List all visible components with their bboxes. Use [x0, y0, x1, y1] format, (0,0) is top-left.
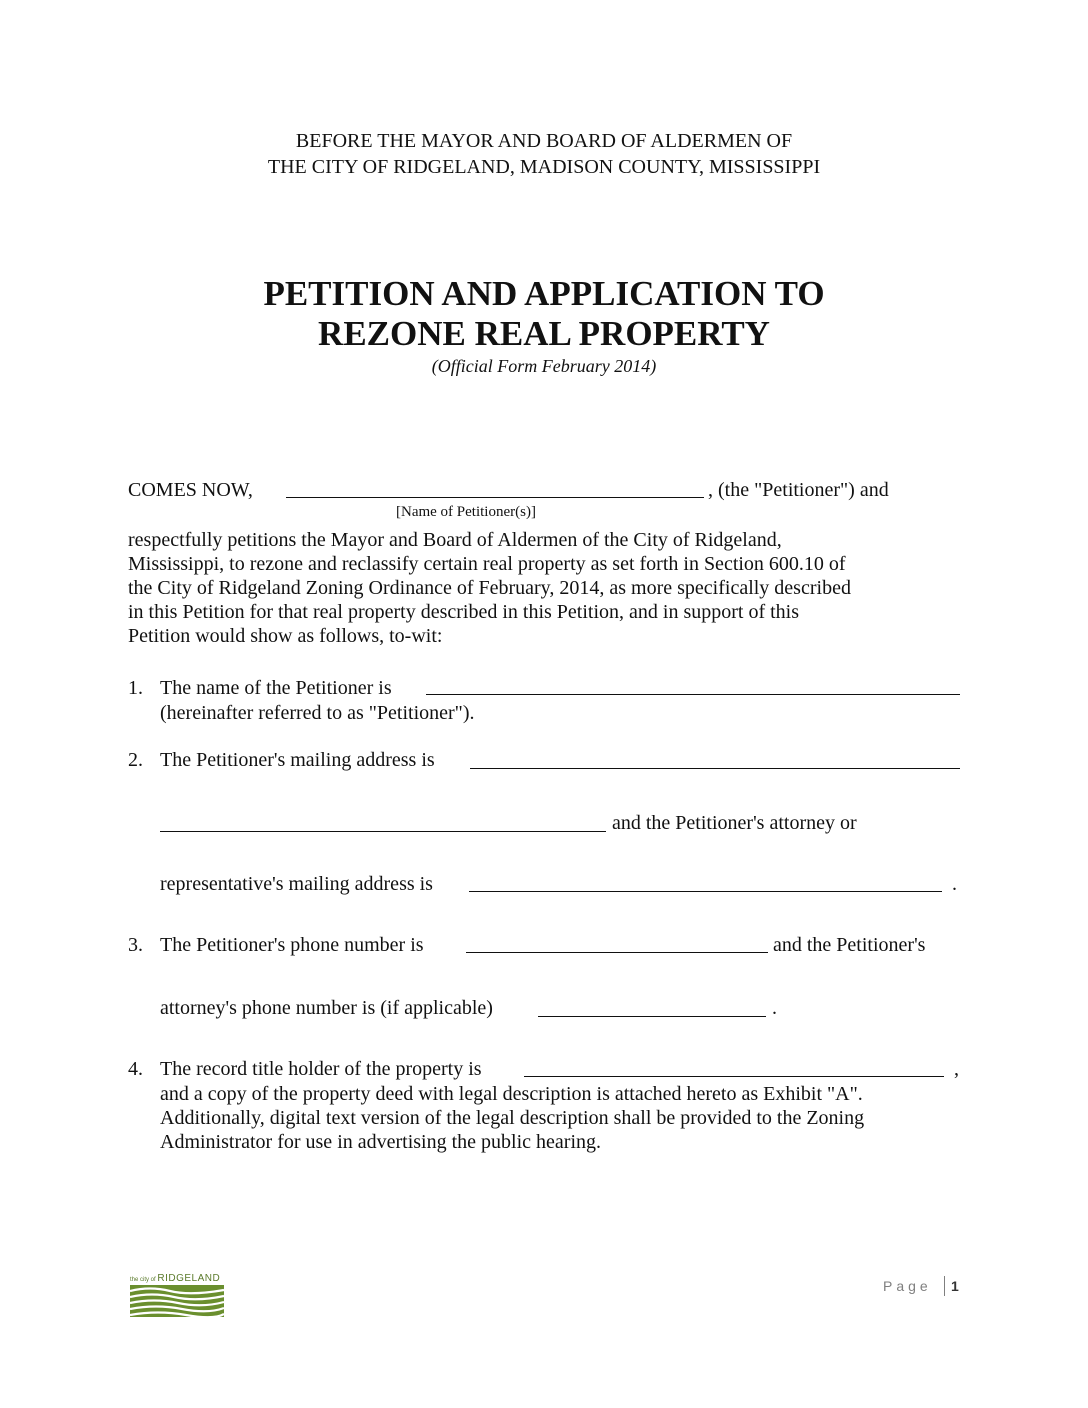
item-2-line3-text: representative's mailing address is	[160, 873, 433, 895]
item-1-text: The name of the Petitioner is	[160, 677, 392, 699]
item-4-line: Administrator for use in advertising the public hearing.	[160, 1131, 602, 1153]
item-3-line2-text: attorney's phone number is (if applicable)	[160, 997, 493, 1019]
item-1-number: 1.	[128, 677, 143, 699]
document-title-line2: REZONE REAL PROPERTY	[318, 314, 770, 353]
ridgeland-logo	[130, 1273, 226, 1319]
page-number: 1	[951, 1278, 959, 1294]
intro-line: in this Petition for that real property described in this Petition, and in support of this	[128, 601, 800, 623]
item-2-text: The Petitioner's mailing address is	[160, 749, 435, 771]
item-4-text: The record title holder of the property is	[160, 1058, 482, 1080]
logo-name-text: RIDGELAND	[157, 1273, 221, 1284]
intro-paragraph	[128, 528, 948, 648]
petitioner-name-blank[interactable]	[286, 497, 704, 498]
intro-line: the City of Ridgeland Zoning Ordinance of February, 2014, as more specifically described	[128, 577, 851, 599]
mailing-address-field-1[interactable]	[470, 768, 960, 769]
petitioner-suffix: , (the "Petitioner") and	[708, 479, 889, 501]
official-form-note: (Official Form February 2014)	[431, 356, 657, 376]
title-holder-field[interactable]	[524, 1076, 944, 1077]
page-separator	[944, 1276, 945, 1296]
item-3-text: The Petitioner's phone number is	[160, 934, 424, 956]
court-heading-line2: THE CITY OF RIDGELAND, MADISON COUNTY, MISSISSIPPI	[267, 156, 821, 178]
intro-line: respectfully petitions the Mayor and Board of Aldermen of the City of Ridgeland,	[128, 529, 782, 551]
intro-line: Mississippi, to rezone and reclassify certain real property as set forth in Section 600.10 of	[128, 553, 846, 575]
item-4-line: and a copy of the property deed with legal description is attached hereto as Exhibit "A".	[160, 1083, 863, 1105]
intro-line: Petition would show as follows, to-wit:	[128, 625, 443, 647]
page-label: Page	[883, 1278, 932, 1294]
mailing-address-field-2[interactable]	[160, 831, 606, 832]
logo-wordmark	[130, 1273, 220, 1284]
item-4-text-end: ,	[954, 1058, 959, 1080]
document-title-line1: PETITION AND APPLICATION TO	[263, 274, 825, 313]
item-2-line2-text: and the Petitioner's attorney or	[612, 812, 857, 834]
ridgeland-wave-icon	[130, 1285, 226, 1319]
item-2-number: 2.	[128, 749, 143, 771]
petitioner-name-field[interactable]	[426, 694, 960, 695]
item-4-line: Additionally, digital text version of the legal description shall be provided to the Zoning	[160, 1107, 865, 1129]
item-2-line3-end: .	[952, 873, 957, 895]
court-heading-line1: BEFORE THE MAYOR AND BOARD OF ALDERMEN OF	[295, 130, 793, 152]
item-4-number: 4.	[128, 1058, 143, 1080]
logo-small-text: the city of	[130, 1277, 156, 1283]
comes-now-label: COMES NOW,	[128, 479, 253, 501]
item-1-continuation: (hereinafter referred to as "Petitioner").	[160, 702, 475, 724]
attorney-phone-field[interactable]	[538, 1016, 766, 1017]
attorney-address-field[interactable]	[469, 891, 942, 892]
item-3-number: 3.	[128, 934, 143, 956]
item-3-line2-end: .	[772, 997, 777, 1019]
petitioner-phone-field[interactable]	[466, 952, 768, 953]
item-3-text-after: and the Petitioner's	[773, 934, 926, 956]
petitioner-name-caption: [Name of Petitioner(s)]	[396, 504, 536, 520]
